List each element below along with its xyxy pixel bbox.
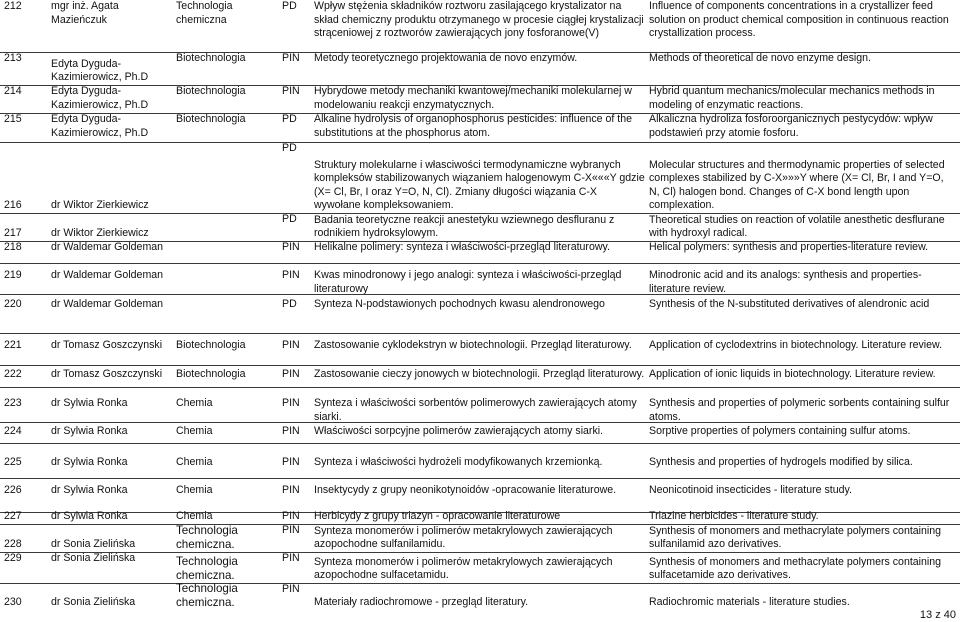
title-polish: Hybrydowe metody mechaniki kwantowej/mechaniki molekularnej w modelowaniu reakcji enzymatycznych. [314, 85, 632, 111]
title-english: Synthesis of monomers and methacrylate polymers containing sulfacetamide azo derivatives. [649, 555, 942, 582]
title-english: Theoretical studies on reaction of volatile anesthetic desflurane with hydroxyl radical. [649, 213, 945, 240]
table-row [0, 365, 960, 388]
title-polish: Synteza i właściwości hydrożeli modyfikowanych krzemionką. [314, 456, 603, 468]
title-polish: Helikalne polimery: synteza i właściwości-przegląd literaturowy. [314, 241, 610, 253]
supervisor: dr Wiktor Zierkiewicz [51, 227, 149, 240]
title-english: Synthesis and properties of hydrogels modified by silica. [649, 456, 913, 468]
title-polish: Synteza monomerów i polimerów metakrylowych zawierających azopochodne sulfacetamidu. [314, 555, 613, 582]
thesis-type: PIN [282, 269, 300, 281]
department: Biotechnologia [176, 339, 246, 351]
table-row [0, 583, 960, 610]
row-number: 225 [4, 456, 22, 468]
row-number: 223 [4, 397, 22, 409]
title-english: Synthesis and properties of polymeric sorbents containing sulfur atoms. [649, 397, 950, 422]
department: Chemia [176, 397, 213, 409]
row-number: 222 [4, 368, 22, 380]
supervisor: dr Sonia Zielińska [51, 538, 136, 551]
row-number: 226 [4, 484, 22, 496]
supervisor: mgr inż. Agata Mazieńczuk [51, 0, 119, 26]
department: Biotechnologia [176, 85, 246, 97]
supervisor: Edyta Dyguda-Kazimierowicz, Ph.D [51, 85, 149, 111]
thesis-type: PIN [282, 397, 300, 409]
table-row [0, 263, 960, 295]
department: Biotechnologia [176, 113, 246, 125]
title-english: Synthesis of monomers and methacrylate polymers containing sulfanilamid azo derivatives. [649, 524, 942, 551]
supervisor: dr Sylwia Ronka [51, 425, 128, 437]
supervisor: dr Sylwia Ronka [51, 484, 128, 496]
table-row [0, 85, 960, 114]
title-english: Application of cyclodextrins in biotechnology. Literature review. [649, 339, 943, 351]
row-number: 212 [4, 0, 22, 12]
supervisor: dr Sonia Zielińska [51, 552, 136, 564]
supervisor: dr Sonia Zielińska [51, 596, 136, 609]
thesis-type: PIN [282, 583, 300, 595]
table-row [0, 241, 960, 264]
supervisor: dr Waldemar Goldeman [51, 298, 164, 310]
table-row [0, 213, 960, 242]
supervisor: dr Sylwia Ronka [51, 510, 128, 522]
row-number: 217 [4, 227, 22, 240]
table-row [0, 552, 960, 584]
thesis-type: PIN [282, 484, 300, 496]
title-english: Molecular structures and thermodynamic properties of selected complexes stabilized by C-X»»»Y where (X= Cl, Br, I and Y=O, N, Cl) halogen bond. Changes of C-X bond length upon complexation. [649, 158, 945, 212]
department [172, 269, 282, 294]
thesis-type: PD [282, 0, 297, 12]
row-number: 218 [4, 241, 22, 253]
title-english: Minodronic acid and its analogs: synthesis and properties-literature review. [649, 269, 922, 294]
supervisor: dr Tomasz Goszczynski [51, 339, 163, 351]
supervisor: Edyta Dyguda-Kazimierowicz, Ph.D [51, 57, 149, 84]
table-row [0, 443, 960, 479]
row-number: 214 [4, 85, 22, 97]
thesis-type: PIN [282, 425, 300, 437]
title-polish: Metody teoretycznego projektowania de novo enzymów. [314, 52, 578, 64]
table-row [0, 422, 960, 444]
department [172, 298, 282, 333]
thesis-type: PD [282, 213, 297, 225]
supervisor: dr Sylwia Ronka [51, 397, 128, 409]
title-polish: Właściwości sorpcyjne polimerów zawierających atomy siarki. [314, 425, 604, 437]
department [172, 241, 282, 263]
row-number: 227 [4, 510, 22, 522]
supervisor: dr Tomasz Goszczynski [51, 368, 163, 380]
thesis-type: PIN [282, 241, 300, 253]
title-polish: Synteza monomerów i polimerów metakrylowych zawierających azopochodne sulfanilamidu. [314, 524, 613, 551]
title-english: Hybrid quantum mechanics/molecular mechanics methods in modeling of enzymatic reactions. [649, 85, 935, 111]
supervisor: Edyta Dyguda-Kazimierowicz, Ph.D [51, 113, 149, 139]
row-number: 219 [4, 269, 22, 281]
department: Technologia chemiczna. [176, 555, 238, 582]
thesis-type: PIN [282, 85, 300, 97]
thesis-type: PIN [282, 552, 300, 564]
row-number: 215 [4, 113, 22, 125]
title-english: Sorptive properties of polymers containing sulfur atoms. [649, 425, 911, 437]
title-polish: Struktury molekularne i własciwości termodynamiczne wybranych kompleksów stabilizowanych wiązaniem halogenowym C-X«««Y gdzie (X= Cl, Br, I oraz Y=O, N, Cl). Zmiany długości wiązania C-X wywołane kompleksowaniem. [314, 158, 645, 212]
title-polish: Badania teoretyczne reakcji anestetyku wziewnego desfluranu z rodnikiem hydroksylowym. [314, 213, 615, 240]
department [172, 142, 282, 213]
thesis-type: PIN [282, 456, 300, 468]
supervisor: dr Sylwia Ronka [51, 456, 128, 468]
row-number: 213 [4, 52, 22, 64]
title-english: Neonicotinoid insecticides - literature study. [649, 484, 852, 496]
table-row [0, 524, 960, 553]
department: Technologia chemiczna. [176, 524, 238, 551]
thesis-type: PIN [282, 368, 300, 380]
title-polish: Synteza i właściwości sorbentów polimerowych zawierających atomy siarki. [314, 397, 637, 422]
thesis-type: PIN [282, 510, 300, 522]
table-row [0, 478, 960, 513]
row-number: 221 [4, 339, 22, 351]
row-number: 228 [4, 538, 22, 551]
title-english: Alkaliczna hydroliza fosforoorganicznych pestycydów: wpływ podstawień przy atomie fosforu. [649, 113, 933, 139]
department: Chemia [176, 510, 213, 522]
department: Chemia [176, 484, 213, 496]
title-polish: Synteza N-podstawionych pochodnych kwasu alendronowego [314, 298, 605, 310]
thesis-type: PD [282, 113, 297, 125]
department: Technologia chemiczna. [176, 583, 238, 609]
thesis-type: PD [282, 298, 297, 310]
thesis-type: PIN [282, 339, 300, 351]
table-row [0, 295, 960, 334]
title-polish: Alkaline hydrolysis of organophosphorus pesticides: influence of the substitutions at the phosphorus atom. [314, 113, 633, 139]
title-english: Triazine herbicides - literature study. [649, 510, 819, 522]
table-row [0, 387, 960, 423]
title-polish: Materiały radiochromowe - przegląd literatury. [314, 596, 529, 609]
title-english: Synthesis of the N-substituted derivatives of alendronic acid [649, 298, 930, 310]
department: Biotechnologia [176, 52, 246, 64]
title-polish: Herbicydy z grupy triazyn - opracowanie literaturowe [314, 510, 561, 522]
department: Chemia [176, 456, 213, 468]
title-english: Helical polymers: synthesis and properties-literature review. [649, 241, 929, 253]
supervisor: dr Waldemar Goldeman [51, 269, 164, 281]
thesis-type: PIN [282, 52, 300, 64]
table-row [0, 52, 960, 86]
table-row [0, 0, 960, 53]
title-polish: Insektycydy z grupy neonikotynoidów -opracowanie literaturowe. [314, 484, 617, 496]
table-row [0, 142, 960, 214]
supervisor: dr Wiktor Zierkiewicz [51, 199, 149, 212]
row-number: 216 [4, 199, 22, 212]
page-number: 13 z 40 [919, 609, 956, 621]
row-number: 224 [4, 425, 22, 437]
department [172, 213, 282, 241]
title-polish: Zastosowanie cieczy jonowych w biotechnologii. Przegląd literaturowy. [314, 368, 645, 380]
department: Biotechnologia [176, 368, 246, 380]
department: Chemia [176, 425, 213, 437]
title-polish: Wpływ stężenia składników roztworu zasilającego krystalizator na skład chemiczny produktu otrzymanego w procesie ciągłej krystalizacji strąceniowej z roztworów zawierających jony fosforanowe(V) [314, 0, 644, 40]
title-polish: Zastosowanie cyklodekstryn w biotechnologii. Przegląd literaturowy. [314, 339, 632, 351]
title-english: Methods of theoretical de novo enzyme design. [649, 52, 872, 64]
row-number: 220 [4, 298, 22, 310]
title-english: Application of ionic liquids in biotechnology. Literature review. [649, 368, 936, 380]
row-number: 230 [4, 596, 22, 609]
thesis-type: PD [282, 142, 297, 154]
department: Technologia chemiczna [176, 0, 233, 26]
table-row [0, 333, 960, 366]
title-english: Influence of components concentrations in a crystallizer feed solution on product chemical composition in continuous reaction crystallization process. [649, 0, 949, 40]
title-english: Radiochromic materials - literature studies. [649, 596, 850, 609]
thesis-type: PIN [282, 524, 300, 536]
supervisor: dr Waldemar Goldeman [51, 241, 164, 253]
title-polish: Kwas minodronowy i jego analogi: synteza i właściwości-przegląd literaturowy [314, 269, 622, 294]
table-row [0, 113, 960, 143]
row-number: 229 [4, 552, 22, 564]
